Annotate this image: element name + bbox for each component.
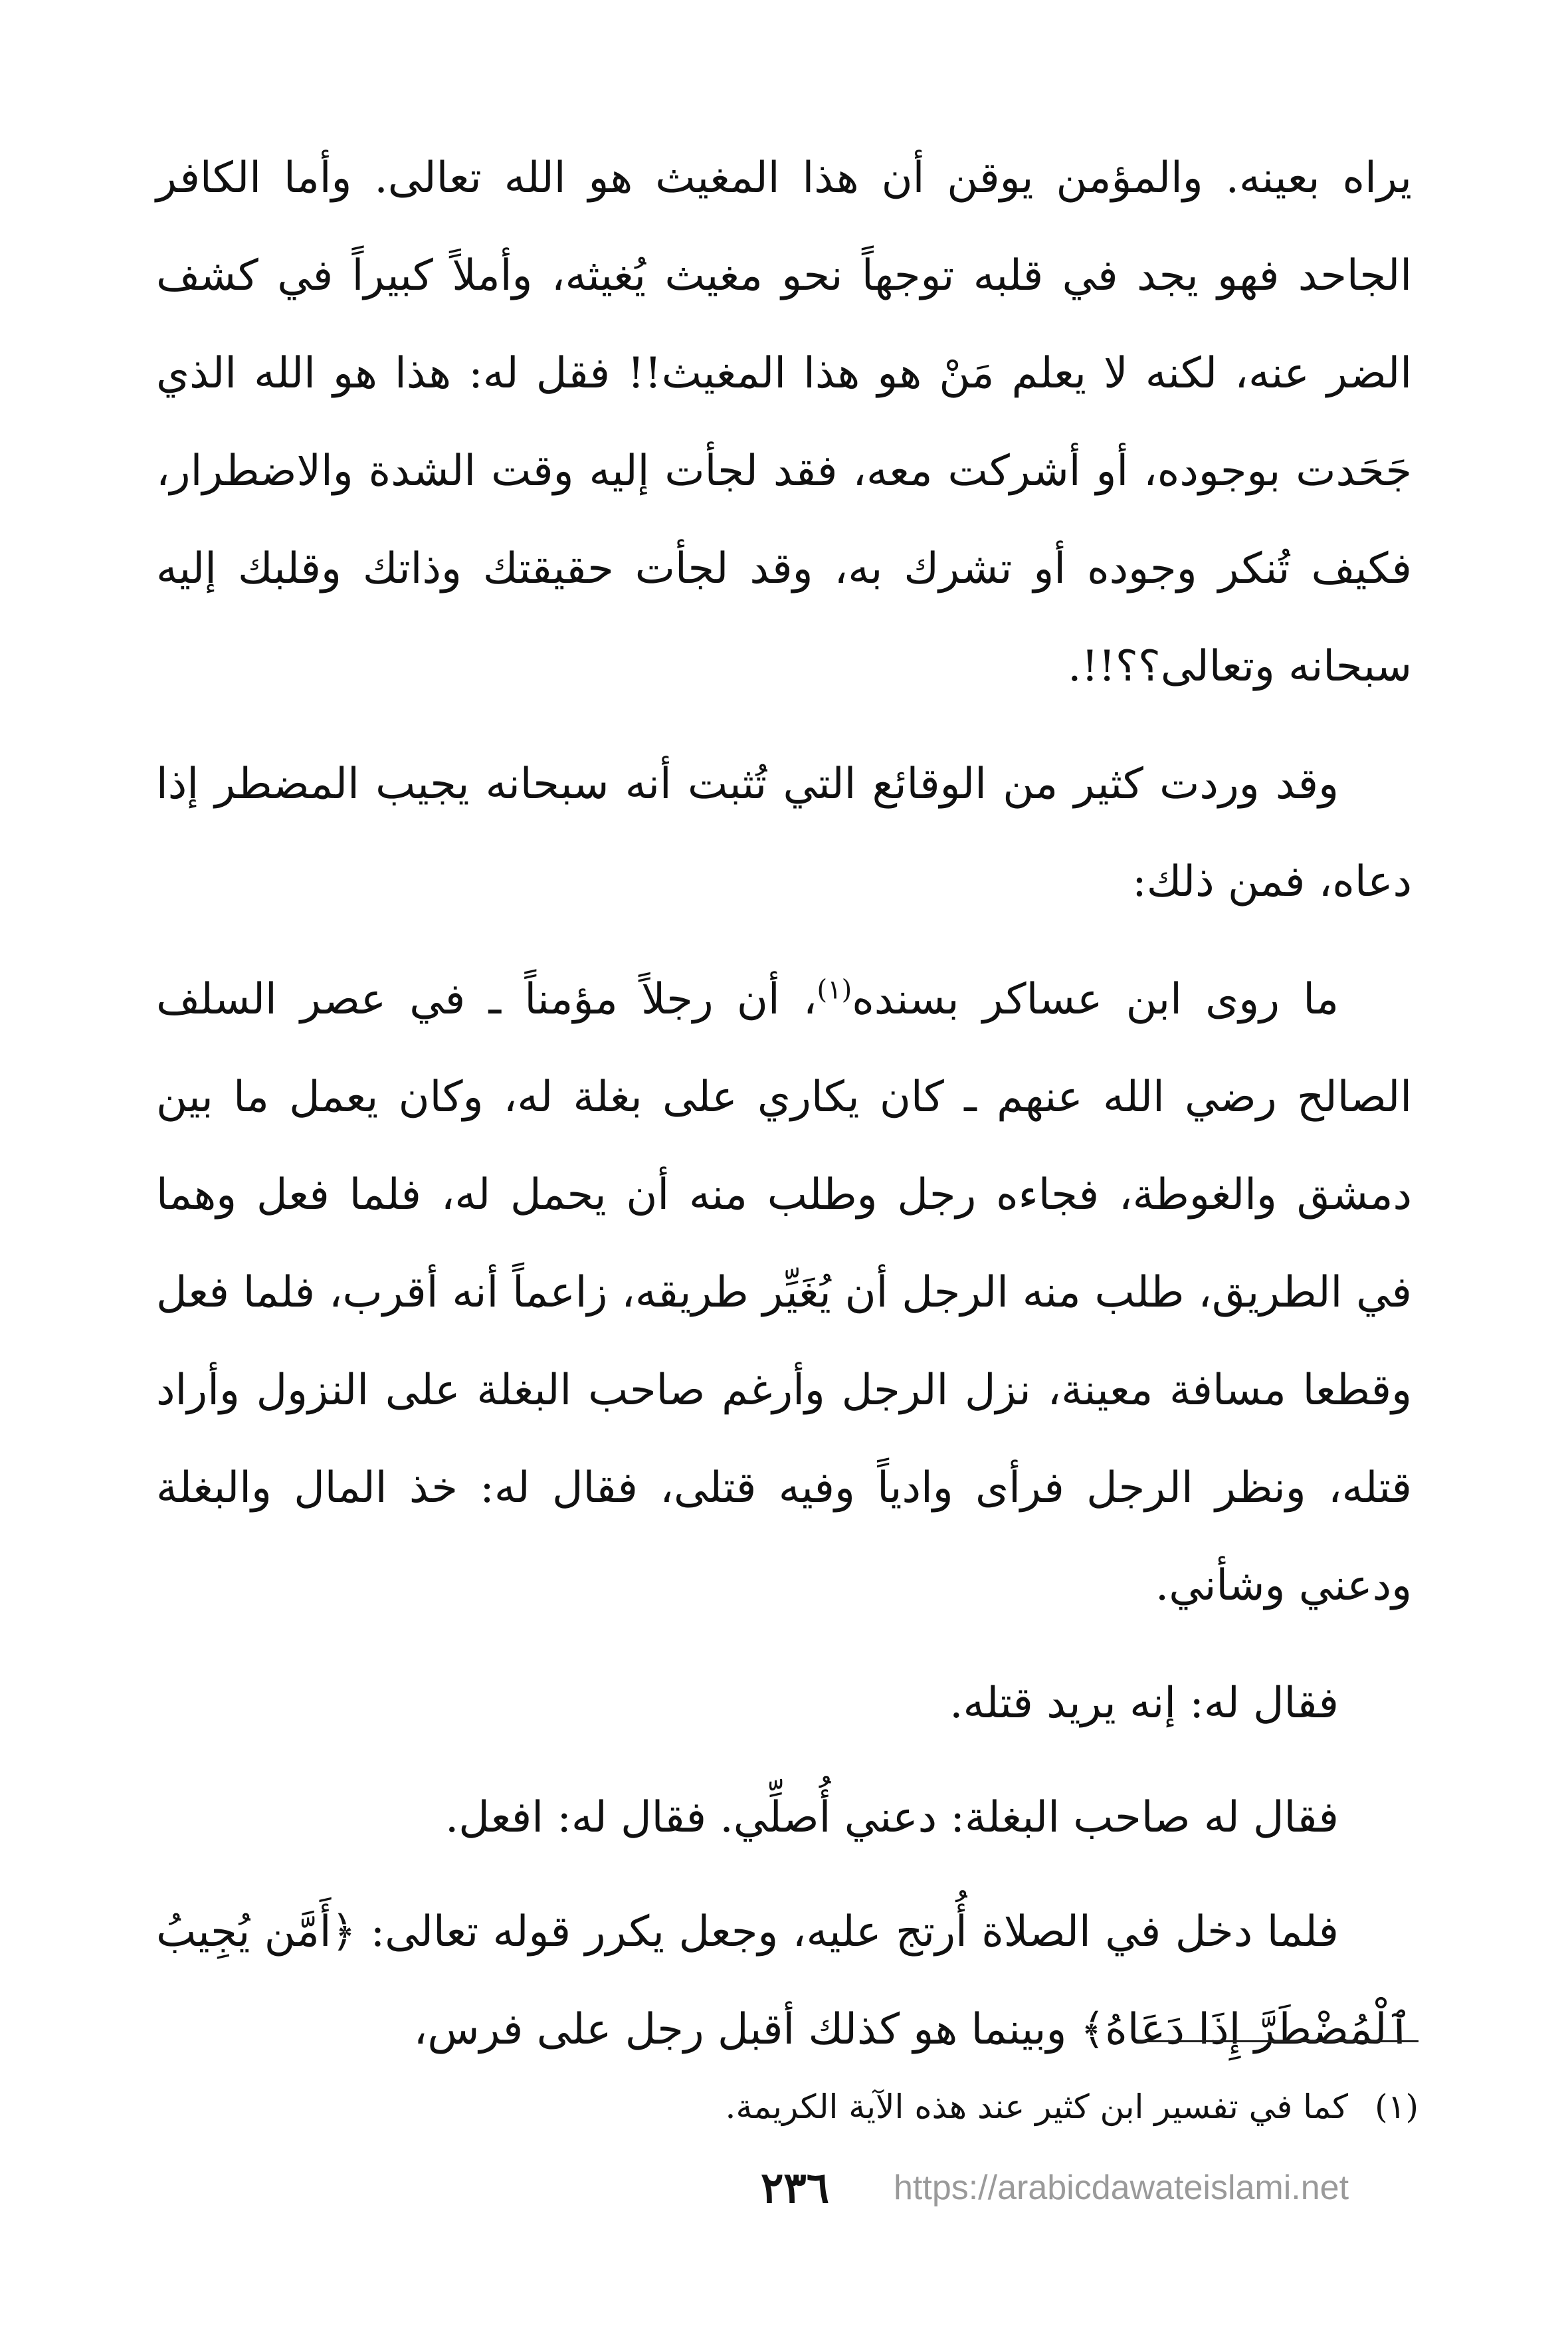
footnote-text: كما في تفسير ابن كثير عند هذه الآية الكريمة. xyxy=(725,2087,1349,2126)
paragraph-6-rest: وبينما هو كذلك أقبل رجل على فرس، xyxy=(413,2005,1080,2054)
paragraph-3-rest: ، أن رجلاً مؤمناً ـ في عصر السلف الصالح رضي الله عنهم ـ كان يكاري على بغلة له، وكان يعمل ما بين دمشق والغوطة، فجاءه رجل وطلب منه أن يحمل له، فلما فعل وهما في الطريق، طلب منه الرجل أن يُغَيِّر طريقه، زاعماً أنه أقرب، فلما فعل وقطعا مسافة معينة، نزل الرجل وأرغم صاحب البغلة على النزول وأراد قتله، ونظر الرجل فرأى وادياً وفيه قتلى، فقال له: خذ المال والبغلة ودعني وشأني. xyxy=(156,975,1413,1610)
quran-verse: ﴿أَمَّن يُجِيبُ ٱلْمُضْطَرَّ إِذَا دَعَاهُ﴾ xyxy=(156,1907,1412,2054)
footnote xyxy=(156,2077,1419,2137)
paragraph-5: فقال له صاحب البغلة: دعني أُصلِّي. فقال له: افعل. xyxy=(444,1793,1339,1842)
paragraph-3 xyxy=(156,951,1412,1635)
watermark-url: https://arabicdawateislami.net xyxy=(894,2169,1349,2207)
footnote-divider xyxy=(1139,2040,1419,2042)
paragraph-6 xyxy=(156,1883,1412,2079)
paragraph-1: يراه بعينه. والمؤمن يوقن أن هذا المغيث هو الله تعالى. وأما الكافر الجاحد فهو يجد في قلبه توجهاً نحو مغيث يُغيثه، وأملاً كبيراً في كشف الضر عنه، لكنه لا يعلم مَنْ هو هذا المغيث!! فقل له: هذا هو الله الذي جَحَدت بوجوده، أو أشركت معه، فقد لجأت إليه وقت الشدة والاضطرار، فكيف تُنكر وجوده أو تشرك به، وقد لجأت حقيقتك وذاتك وقلبك إليه سبحانه وتعالى؟؟!!. xyxy=(156,154,1413,691)
paragraph-2: وقد وردت كثير من الوقائع التي تُثبت أنه سبحانه يجيب المضطر إذا دعاه، فمن ذلك: xyxy=(156,760,1412,906)
footnote-reference: (١) xyxy=(817,974,852,1006)
footnote-number: (١) xyxy=(1375,2087,1419,2126)
paragraph-6-start: فلما دخل في الصلاة أُرتج عليه، وجعل يكرر قوله تعالى: xyxy=(370,1907,1339,1957)
page-number: ٢٣٦ xyxy=(761,2163,830,2213)
paragraph-3-start: ما روى ابن عساكر بسنده xyxy=(852,975,1339,1024)
paragraph-4: فقال له: إنه يريد قتله. xyxy=(949,1679,1339,1728)
main-text xyxy=(156,130,1412,2099)
